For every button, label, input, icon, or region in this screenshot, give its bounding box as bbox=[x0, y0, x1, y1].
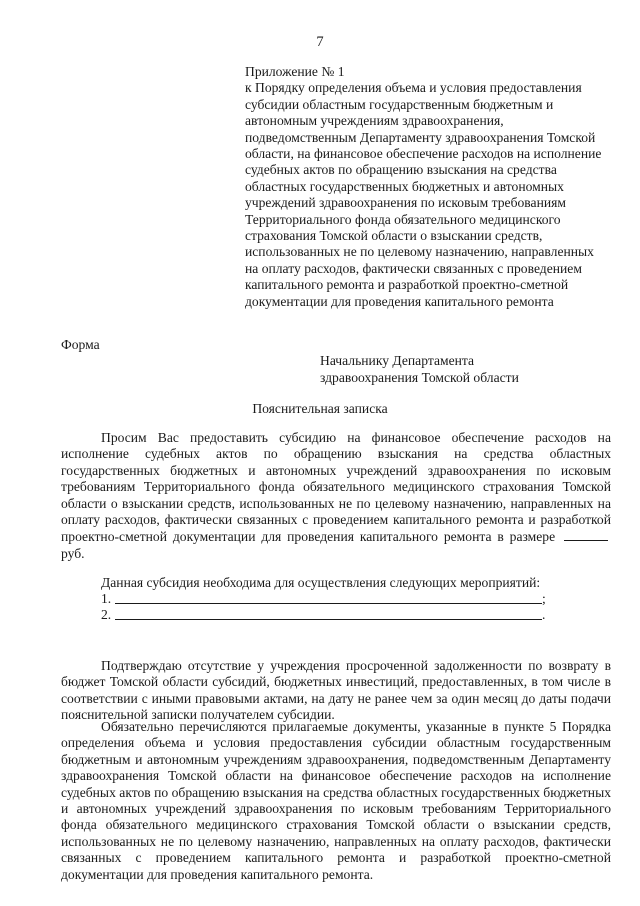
measures-intro: Данная субсидия необходима для осуществления следующих мероприятий: bbox=[101, 575, 541, 590]
appendix-header bbox=[245, 64, 605, 310]
addressee-block bbox=[320, 352, 519, 386]
page-number: 7 bbox=[316, 34, 324, 50]
request-paragraph bbox=[61, 430, 611, 562]
appendix-title: Приложение № 1 bbox=[245, 64, 345, 79]
measure-number: 1. bbox=[101, 591, 112, 606]
addressee-line-1: Начальнику Департамента bbox=[320, 353, 475, 368]
measure-punctuation: . bbox=[542, 607, 546, 622]
appendix-description: к Порядку определения объема и условия предоставления субсидии областным государственным бюджетным и автономным учреждениям здравоохранения, подведомственным Департаменту здравоохранения Томской области, на финансовое обеспечение расходов на исполнение судебных актов по обращению взыскания на средства областных государственных бюджетных и автономных учреждений здравоохранения по исковым требованиям Территориального фонда обязательного медицинского страхования Томской области о взыскании средств, использованных не по целевому назначению, направленных на оплату расходов, фактически связанных с проведением капитального ремонта и разработкой проектно-сметной документации для проведения капитального ремонта bbox=[245, 80, 602, 309]
measure-punctuation: ; bbox=[542, 591, 546, 606]
amount-unit: руб. bbox=[61, 545, 85, 561]
form-label: Форма bbox=[61, 337, 100, 352]
amount-blank-field[interactable] bbox=[564, 528, 608, 541]
measure-number: 2. bbox=[101, 607, 112, 622]
confirmation-paragraph: Подтверждаю отсутствие у учреждения просроченной задолженности по возврату в бюджет Томской области субсидий, бюджетных инвестиций, предоставленных, в том числе в соответствии с иными правовыми актами, на дату не ранее чем за один месяц до даты подачи пояснительной записки получателем субсидии. bbox=[61, 658, 611, 723]
attachments-paragraph: Обязательно перечисляются прилагаемые документы, указанные в пункте 5 Порядка определения объема и условия предоставления субсидии областным государственным бюджетным и автономным учреждениям здравоохранения, подведомственным Департаменту здравоохранения Томской области на финансовое обеспечение расходов на исполнение судебных актов по обращению взыскания на средства областных государственных бюджетных и автономных учреждений здравоохранения по исковым требованиям Территориального фонда обязательного медицинского страхования Томской области о взыскании средств, использованных не по целевому назначению, направленных на оплату расходов, фактически связанных с проведением капитального ремонта и разработкой проектно-сметной документации для проведения капитального ремонта. bbox=[61, 719, 611, 882]
measure-line-1 bbox=[101, 591, 561, 607]
note-title: Пояснительная записка bbox=[252, 401, 388, 416]
addressee-line-2: здравоохранения Томской области bbox=[320, 370, 519, 385]
measure-line-2 bbox=[101, 607, 561, 623]
measure-blank-field[interactable] bbox=[115, 619, 542, 620]
request-text: Просим Вас предоставить субсидию на финансовое обеспечение расходов на исполнение судебных актов по обращению взыскания на средства областных государственных бюджетных и автономных учреждений здравоохранения по исковым требованиям Территориального фонда обязательного медицинского страхования Томской области о взыскании средств, использованных не по целевому назначению, направленных на оплату расходов, фактически связанных с проведением капитального ремонта и разработкой проектно-сметной документации для проведения капитального ремонта в размере bbox=[61, 430, 611, 545]
measure-blank-field[interactable] bbox=[115, 603, 542, 604]
